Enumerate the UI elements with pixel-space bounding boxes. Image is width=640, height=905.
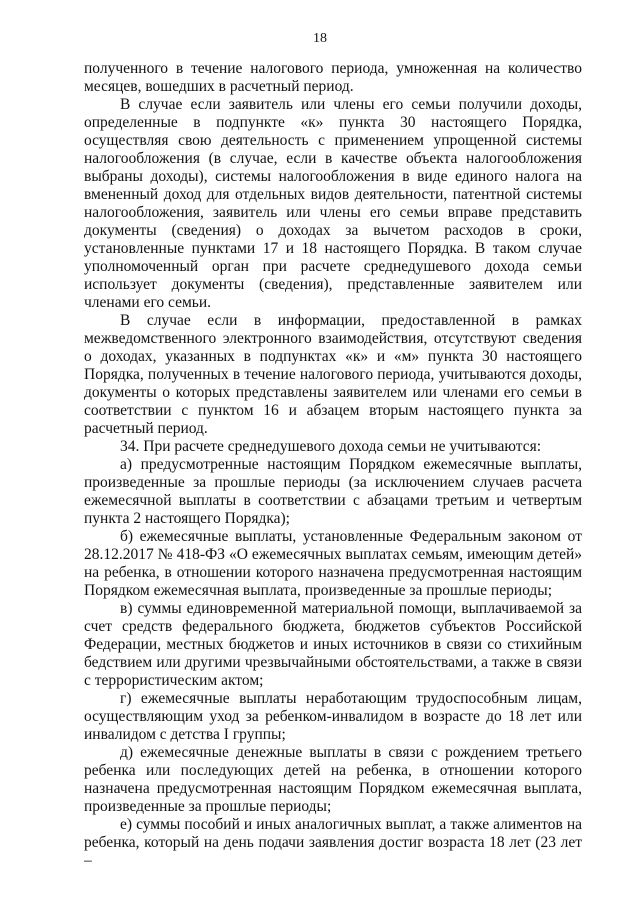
list-item-v: в) суммы единовременной материальной помощи, выплачиваемой за счет средств федерального бюджета, бюджетов субъектов Российской Федерации, местных бюджетов и иных источников в связи со стихийным бедствием или другими чрезвычайными обстоятельствами, а также в связи с террористическим актом; — [84, 600, 582, 689]
list-item-g: г) ежемесячные выплаты неработающим трудоспособным лицам, осуществляющим уход за ребенком-инвалидом в возрасте до 18 лет или инвалидом с детства I группы; — [84, 690, 582, 743]
list-item-b: б) ежемесячные выплаты, установленные Федеральным законом от 28.12.2017 № 418-ФЗ «О ежемесячных выплатах семьям, имеющим детей» на ребенка, в отношении которого назначена предусмотренная настоящим Порядком ежемесячная выплата, произведенные за прошлые периоды; — [84, 528, 582, 599]
paragraph-simplified-tax: В случае если заявитель или члены его семьи получили доходы, определенные в подпункте «к» пункта 30 настоящего Порядка, осуществляя свою деятельность с применением упрощенной системы налогообложения (в случае, если в качестве объекта налогообложения выбраны доходы), системы налогообложения в виде единого налога на вмененный доход для отдельных видов деятельности, патентной системы налогообложения, заявитель или члены его семьи вправе представить документы (сведения) о доходах за вычетом расходов в сроки, установленные пунктами 17 и 18 настоящего Порядка. В таком случае уполномоченный орган при расчете среднедушевого дохода семьи использует документы (сведения), представленные заявителем или членами его семьи. — [84, 96, 582, 311]
document-body — [84, 60, 582, 870]
paragraph-item-34-heading: 34. При расчете среднедушевого дохода семьи не учитываются: — [120, 438, 542, 455]
paragraph-continuation: полученного в течение налогового периода, умноженная на количество месяцев, вошедших в расчетный период. — [84, 60, 582, 95]
list-item-a: а) предусмотренные настоящим Порядком ежемесячные выплаты, произведенные за прошлые периоды (за исключением случаев расчета ежемесячной выплаты в соответствии с абзацами третьим и четвертым пункта 2 настоящего Порядка); — [84, 456, 582, 527]
paragraph-interagency-info: В случае если в информации, предоставленной в рамках межведомственного электронного взаимодействия, отсутствуют сведения о доходах, указанных в подпунктах «к» и «м» пункта 30 настоящего Порядка, полученных в течение налогового периода, учитываются доходы, документы о которых представлены заявителем или членами его семьи в соответствии с пунктом 16 и абзацем вторым настоящего пункта за расчетный период. — [84, 312, 582, 437]
page-number: 18 — [313, 31, 327, 46]
list-item-d: д) ежемесячные денежные выплаты в связи с рождением третьего ребенка или последующих детей на ребенка, в отношении которого назначена предусмотренная настоящим Порядком ежемесячная выплата, произведенные за прошлые периоды; — [84, 744, 582, 815]
list-item-e: е) суммы пособий и иных аналогичных выплат, а также алиментов на ребенка, который на день подачи заявления достиг возраста 18 лет (23 лет – — [84, 816, 582, 869]
